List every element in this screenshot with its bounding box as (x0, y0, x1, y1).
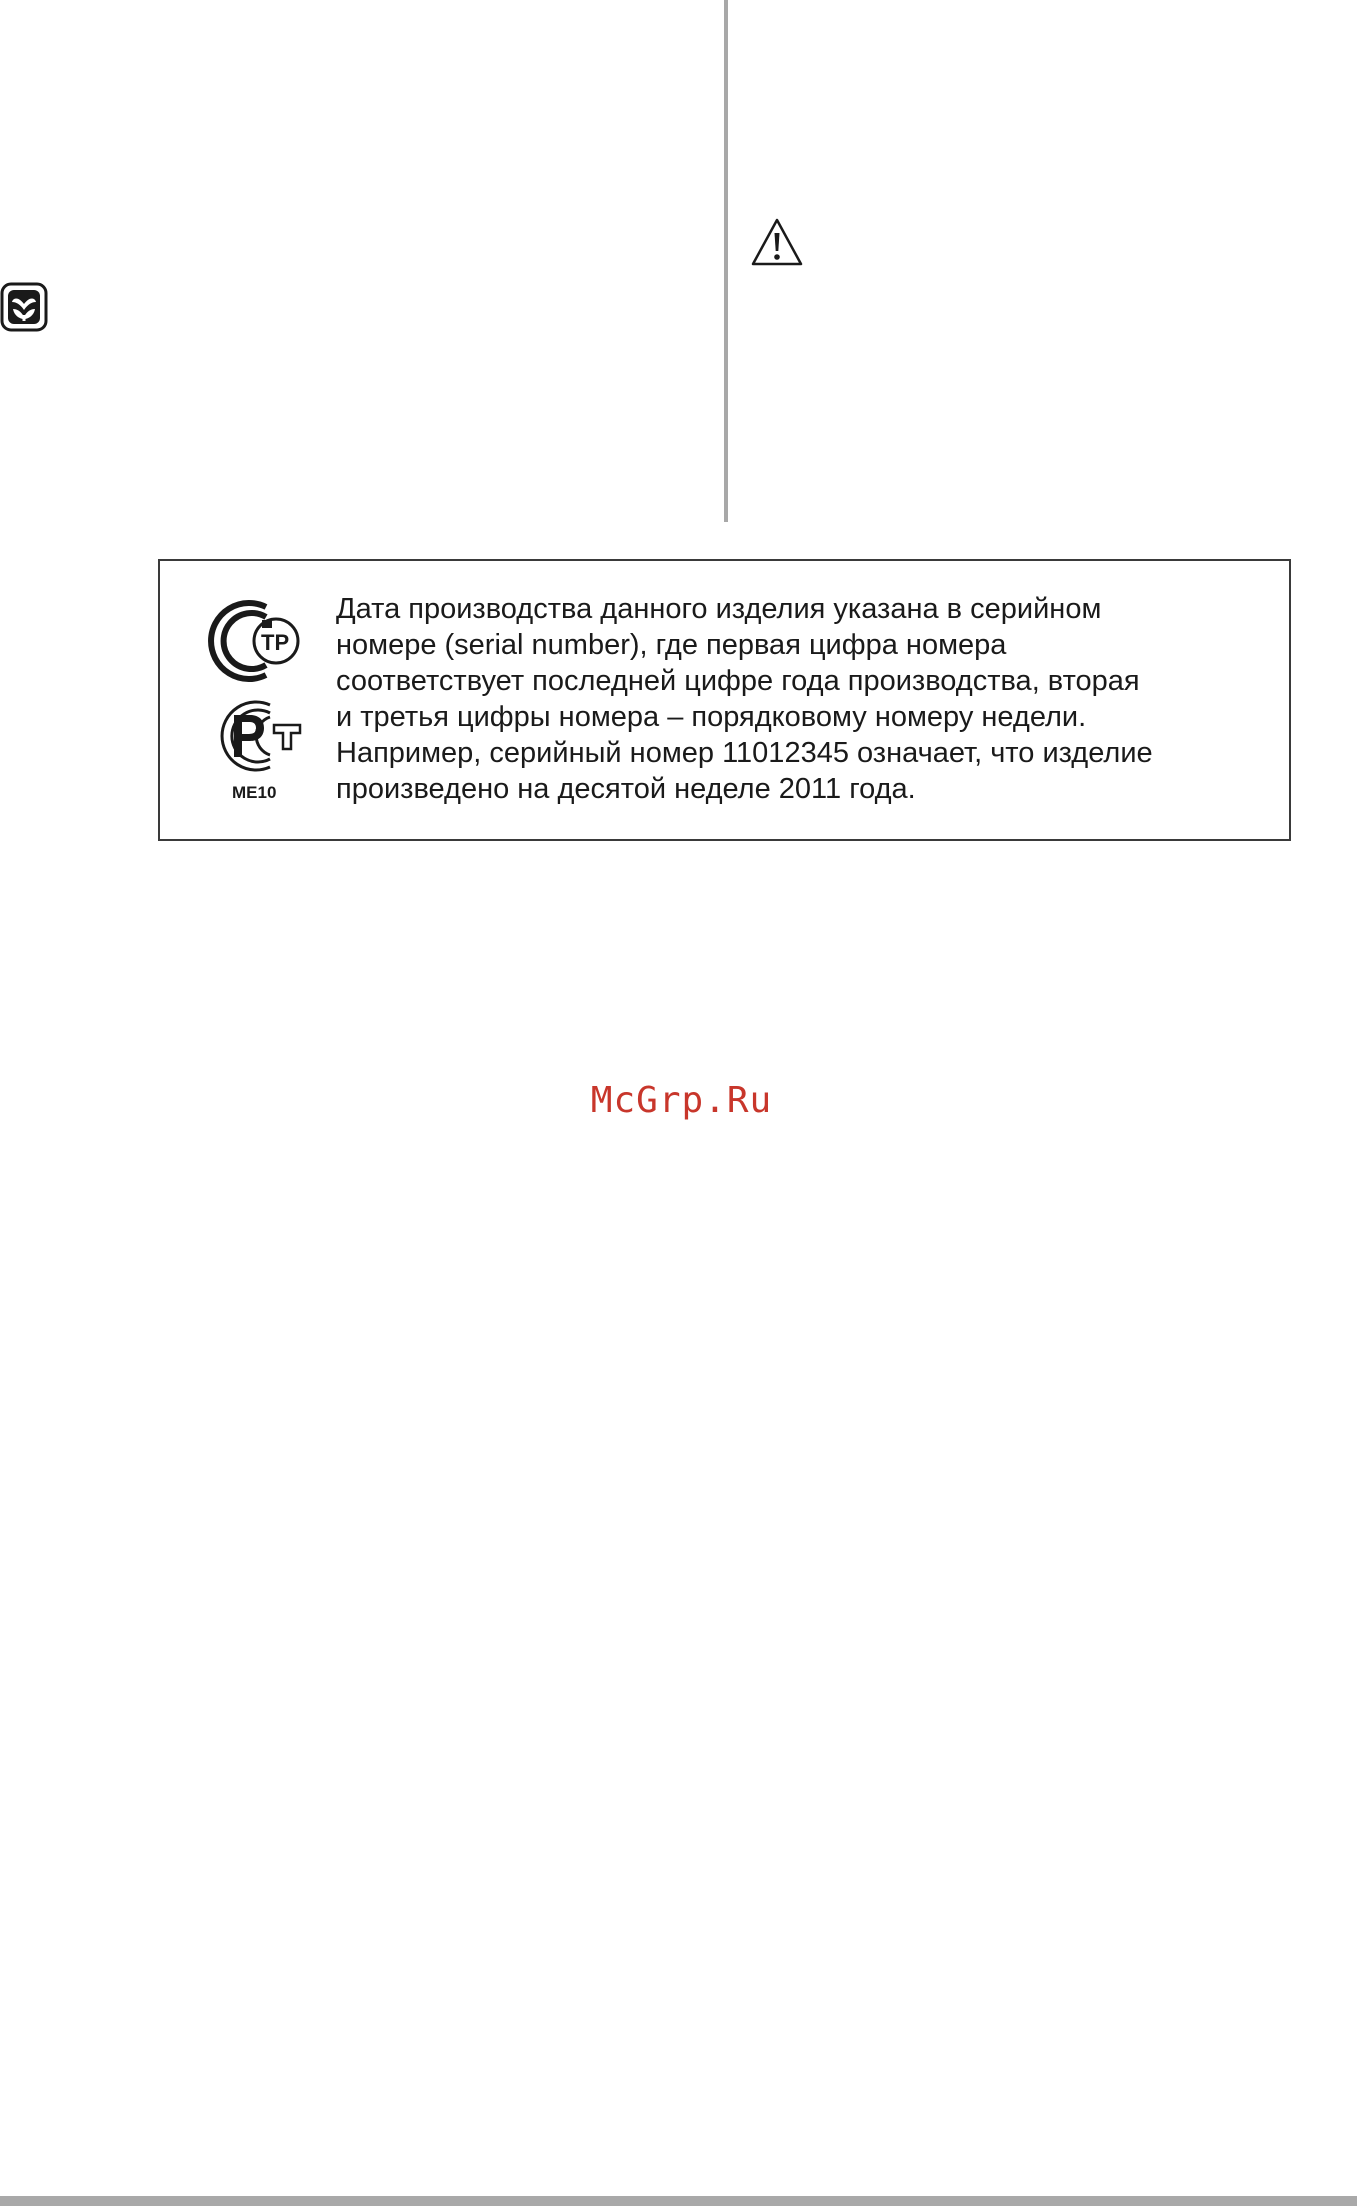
info-line: и третья цифры номера – порядковому номеру недели. (336, 701, 1087, 733)
environment-flower-icon (0, 282, 50, 332)
info-line: произведено на десятой неделе 2011 года. (336, 773, 916, 805)
production-date-text (336, 591, 1266, 807)
info-line: номере (serial number), где первая цифра номера (336, 629, 1007, 661)
svg-text:ТР: ТР (261, 630, 290, 655)
certification-logos (204, 597, 324, 807)
footer-rule (0, 2196, 1357, 2206)
certification-code: ME10 (232, 783, 277, 802)
watermark: McGrp.Ru (590, 1080, 773, 1121)
production-date-info-box (158, 559, 1291, 841)
info-line: Дата производства данного изделия указана в серийном (336, 593, 1102, 625)
warning-triangle-icon (750, 216, 804, 270)
info-line: Например, серийный номер 11012345 означает, что изделие (336, 737, 1153, 769)
info-line: соответствует последней цифре года производства, вторая (336, 665, 1140, 697)
column-divider (724, 0, 728, 522)
eac-certification-logo (204, 597, 308, 685)
pct-certification-logo (204, 695, 308, 777)
